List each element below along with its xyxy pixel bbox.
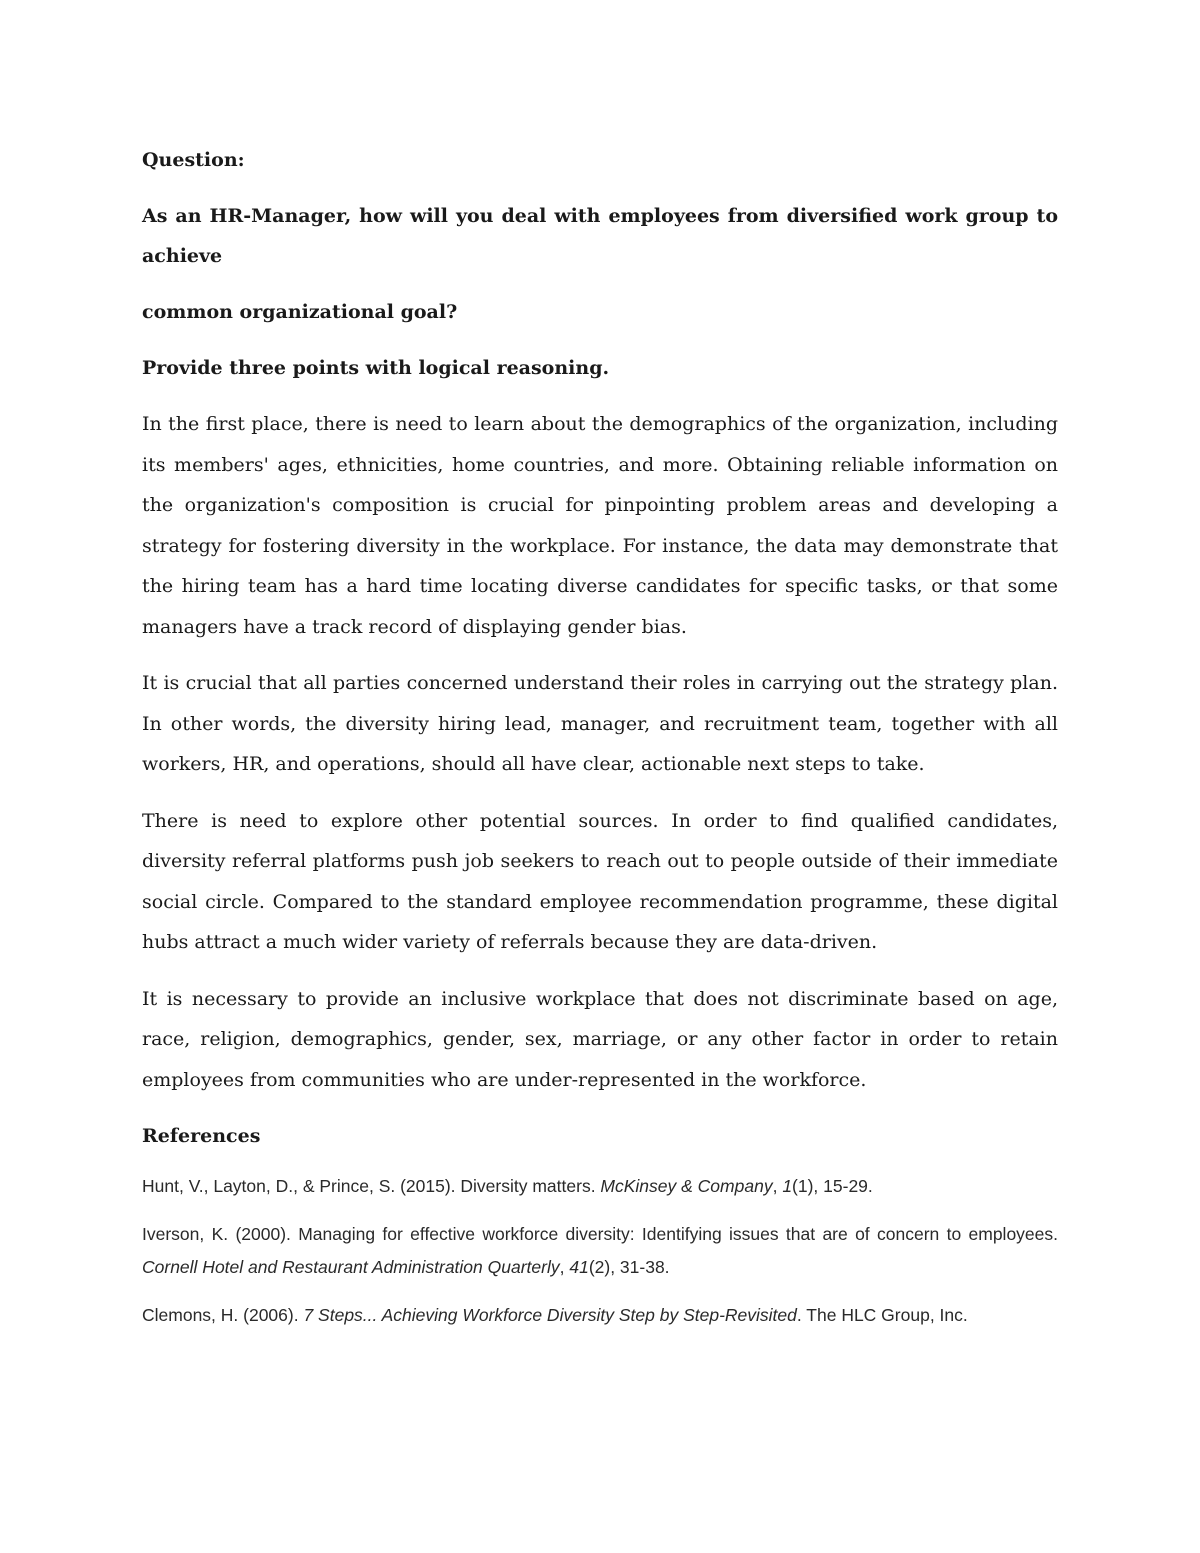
reference-clemons [142,1299,1058,1332]
paragraph-demographics: In the first place, there is need to learn about the demographics of the organization, including its members' ages, ethnicities, home countries, and more. Obtaining reliable information on the organization's composition is crucial for pinpointing problem areas and developing a strategy for fostering diversity in the workplace. For instance, the data may demonstrate that the hiring team has a hard time locating diverse candidates for specific tasks, or that some managers have a track record of displaying gender bias. [142,413,1058,638]
paragraph-sources: There is need to explore other potential sources. In order to find qualified candidates, diversity referral platforms push job seekers to reach out to people outside of their immediate social circle. Compared to the standard employee recommendation programme, these digital hubs attract a much wider variety of referrals because they are data-driven. [142,809,1058,953]
question-text-line1: As an HR-Manager, how will you deal with employees from diversified work group to achieve [142,205,1058,267]
question-label: Question: [142,149,245,171]
reference-text: Clemons, H. (2006). [142,1305,304,1325]
reference-journal: McKinsey & Company [600,1176,773,1196]
reference-journal: Cornell Hotel and Restaurant Administration Quarterly [142,1257,560,1277]
paragraph-roles: It is crucial that all parties concerned understand their roles in carrying out the strategy plan. In other words, the diversity hiring lead, manager, and recruitment team, together with all workers, HR, and operations, should all have clear, actionable next steps to take. [142,672,1058,775]
question-instruction: Provide three points with logical reasoning. [142,357,610,379]
references-heading: References [142,1125,261,1147]
reference-text: (1), 15-29. [792,1176,873,1196]
reference-text: , [559,1257,570,1277]
reference-text: . The HLC Group, Inc. [796,1305,968,1325]
reference-hunt [142,1170,1058,1203]
question-text-line2: common organizational goal? [142,301,458,323]
reference-text: (2), 31-38. [588,1257,670,1277]
reference-volume: 41 [569,1257,589,1277]
reference-text: , [772,1176,783,1196]
document-page [142,140,1058,1347]
reference-title: 7 Steps... Achieving Workforce Diversity Step by Step-Revisited [303,1305,797,1325]
reference-text: Hunt, V., Layton, D., & Prince, S. (2015). Diversity matters. [142,1176,601,1196]
reference-iverson [142,1218,1058,1284]
reference-volume: 1 [782,1176,793,1196]
paragraph-inclusive-workplace: It is necessary to provide an inclusive workplace that does not discriminate based on age, race, religion, demographics, gender, sex, marriage, or any other factor in order to retain employees from communities who are under-represented in the workforce. [142,987,1058,1091]
reference-text: Iverson, K. (2000). Managing for effective workforce diversity: Identifying issues that are of concern to employees. [142,1224,1058,1244]
